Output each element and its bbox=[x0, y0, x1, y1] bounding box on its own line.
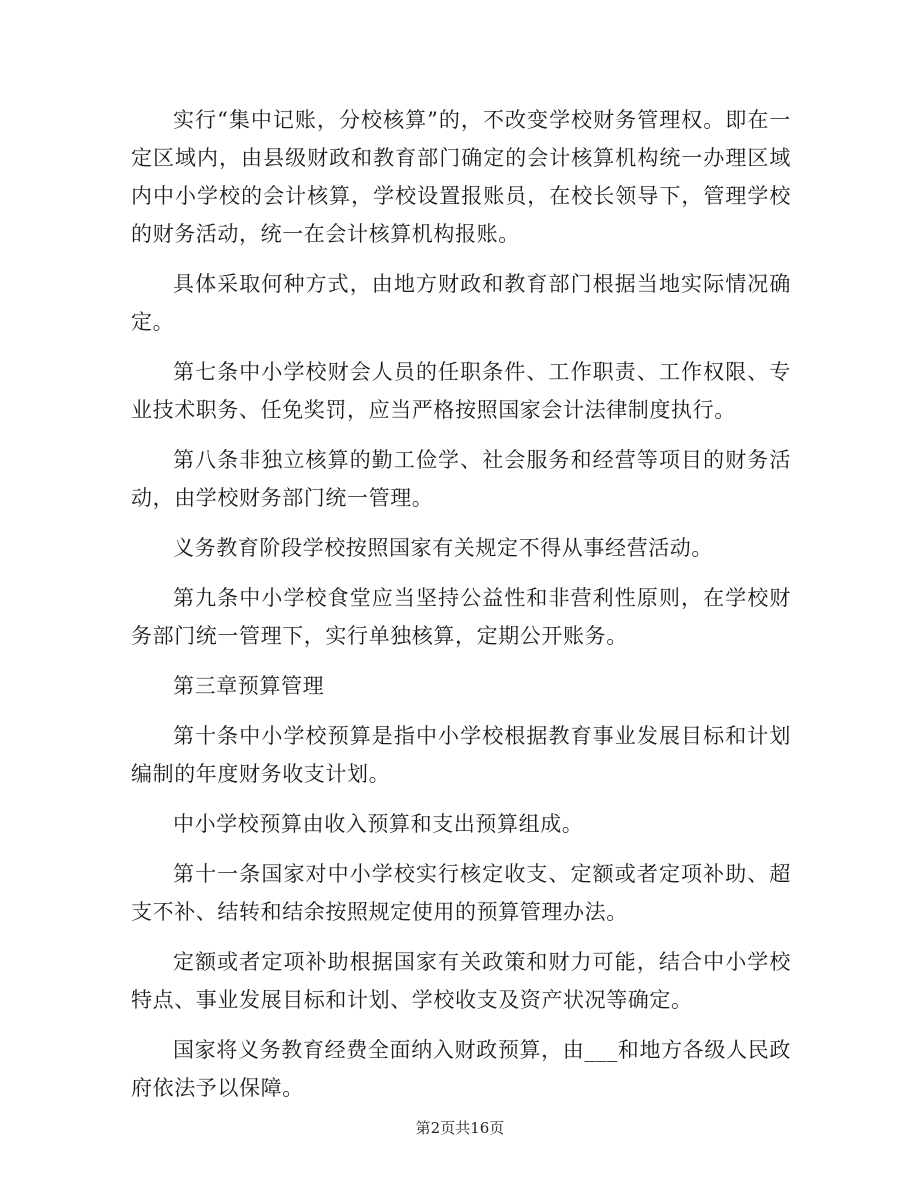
paragraph-centralized-accounting: 实行“集中记账，分校核算”的，不改变学校财务管理权。即在一定区域内，由县级财政和教育部门确定的会计核算机构统一办理区域内中小学校的会计核算，学校设置报账员，在校长领导下，管理学校的财务活动，统一在会计核算机构报账。 bbox=[131, 108, 791, 246]
paragraph-funding-guarantee: 国家将义务教育经费全面纳入财政预算，由___和地方各级人民政府依法予以保障。 bbox=[131, 1038, 791, 1100]
paragraph-method-choice: 具体采取何种方式，由地方财政和教育部门根据当地实际情况确定。 bbox=[131, 272, 791, 334]
document-body bbox=[131, 101, 791, 1119]
paragraph-article-9: 第九条中小学校食堂应当坚持公益性和非营利性原则，在学校财务部门统一管理下，实行单独核算，定期公开账务。 bbox=[131, 586, 791, 648]
paragraph-subsidy: 定额或者定项补助根据国家有关政策和财力可能，结合中小学校特点、事业发展目标和计划、学校收支及资产状况等确定。 bbox=[131, 950, 791, 1012]
paragraph-budget-composition: 中小学校预算由收入预算和支出预算组成。 bbox=[173, 812, 584, 836]
paragraph-article-7: 第七条中小学校财会人员的任职条件、工作职责、工作权限、专业技术职务、任免奖罚，应当严格按照国家会计法律制度执行。 bbox=[131, 360, 791, 422]
paragraph-article-10: 第十条中小学校预算是指中小学校根据教育事业发展目标和计划编制的年度财务收支计划。 bbox=[131, 724, 791, 786]
chapter-heading: 第三章预算管理 bbox=[173, 674, 325, 698]
paragraph-compulsory-education: 义务教育阶段学校按照国家有关规定不得从事经营活动。 bbox=[173, 536, 713, 560]
paragraph-article-11: 第十一条国家对中小学校实行核定收支、定额或者定项补助、超支不补、结转和结余按照规定使用的预算管理办法。 bbox=[131, 862, 791, 924]
paragraph-article-8: 第八条非独立核算的勤工俭学、社会服务和经营等项目的财务活动，由学校财务部门统一管理。 bbox=[131, 448, 791, 510]
page-number: 第2页共16页 bbox=[415, 1119, 505, 1137]
